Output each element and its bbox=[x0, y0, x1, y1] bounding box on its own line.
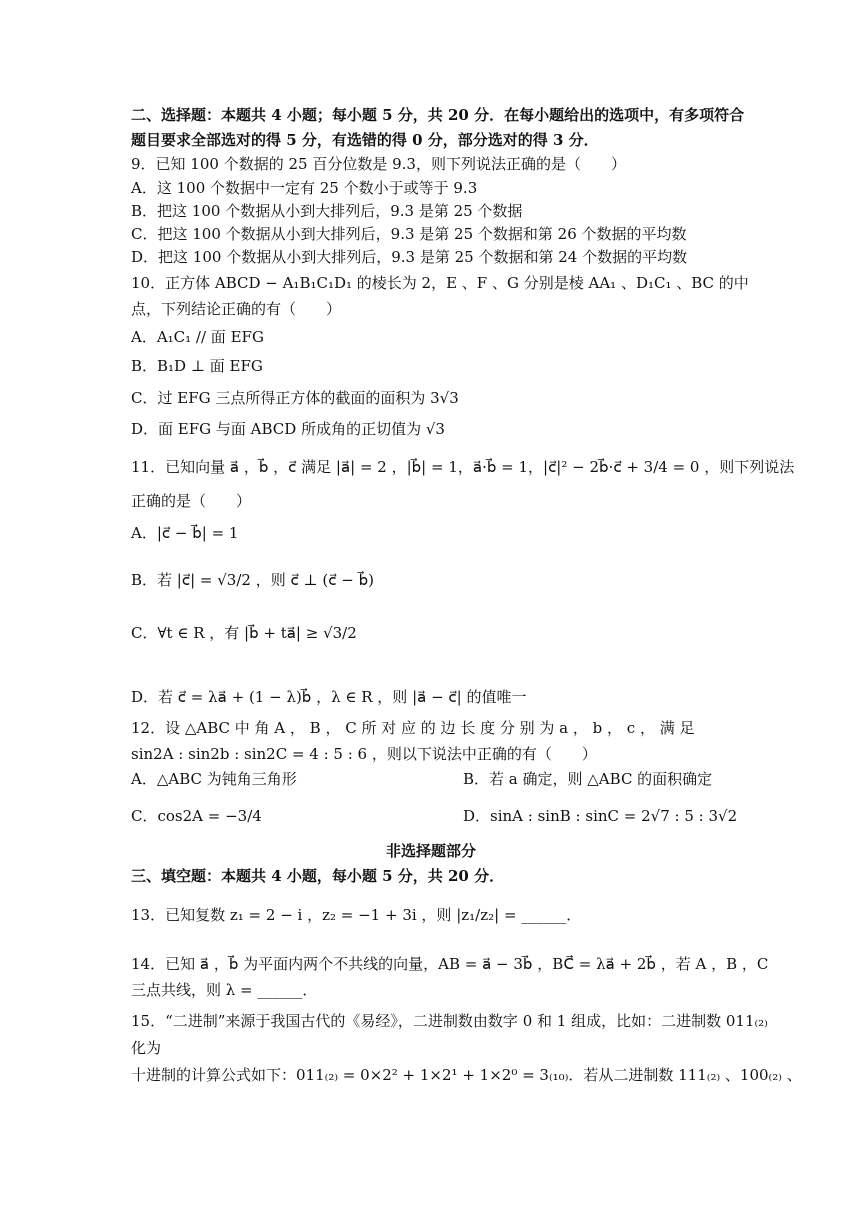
q10-option-c: C．过 EFG 三点所得正方体的截面的面积为 3√3 bbox=[131, 389, 459, 407]
q10-stem-line2: 点，下列结论正确的有（ ） bbox=[131, 300, 342, 318]
nonchoice-heading: 非选择题部分 bbox=[385, 842, 476, 860]
q9-option-c: C．把这 100 个数据从小到大排列后，9.3 是第 25 个数据和第 26 个数据的平均数 bbox=[131, 225, 687, 243]
q12-option-c: C．cos2A = −3/4 bbox=[131, 807, 262, 825]
q14-line1: 14．已知 a⃗ ，b⃗ 为平面内两个不共线的向量，AB = a⃗ − 3b⃗ ，BC⃗ = λa⃗ + 2b⃗ ，若 A ，B ，C bbox=[131, 955, 769, 973]
q11-option-c: C．∀t ∈ R ，有 |b⃗ + ta⃗| ≥ √3/2 bbox=[131, 624, 357, 642]
q12-option-b: B．若 a 确定，则 △ABC 的面积确定 bbox=[463, 770, 713, 788]
q15-line2: 化为 bbox=[131, 1039, 162, 1057]
q10-option-a: A．A₁C₁ // 面 EFG bbox=[131, 328, 264, 346]
q13-text: 13．已知复数 z₁ = 2 − i ，z₂ = −1 + 3i ，则 |z₁/z₂| = ______． bbox=[131, 906, 582, 924]
section2-header-line2: 题目要求全部选对的得 5 分，有选错的得 0 分，部分选对的得 3 分． bbox=[131, 131, 599, 149]
q9-stem: 9．已知 100 个数据的 25 百分位数是 9.3，则下列说法正确的是（ ） bbox=[131, 155, 626, 173]
q12-stem-line1: 12．设 △ABC 中 角 A ， B ， C 所 对 应 的 边 长 度 分 别 为 a ， b ， c ， 满 足 bbox=[131, 719, 695, 737]
q12-stem-line2: sin2A : sin2b : sin2C = 4 : 5 : 6 ，则以下说法中正确的有（ ） bbox=[131, 745, 597, 763]
q14-line2: 三点共线，则 λ = ______． bbox=[131, 981, 318, 999]
q11-stem-line2: 正确的是（ ） bbox=[131, 492, 252, 510]
q9-option-d: D．把这 100 个数据从小到大排列后，9.3 是第 25 个数据和第 24 个数据的平均数 bbox=[131, 248, 688, 266]
section2-header-line1: 二、选择题：本题共 4 小题；每小题 5 分，共 20 分．在每小题给出的选项中，有多项符合 bbox=[131, 106, 745, 124]
q11-option-b: B．若 |c⃗| = √3/2 ，则 c⃗ ⊥ (c⃗ − b⃗) bbox=[131, 571, 374, 589]
q15-line3: 十进制的计算公式如下：011₍₂₎ = 0×2² + 1×2¹ + 1×2⁰ = 3₍₁₀₎．若从二进制数 111₍₂₎ 、100₍₂₎ 、 bbox=[131, 1066, 802, 1084]
section3-header: 三、填空题：本题共 4 小题，每小题 5 分，共 20 分． bbox=[131, 867, 505, 885]
q11-option-a: A．|c⃗ − b⃗| = 1 bbox=[131, 524, 239, 542]
q10-option-d: D．面 EFG 与面 ABCD 所成角的正切值为 √3 bbox=[131, 420, 445, 438]
q9-option-b: B．把这 100 个数据从小到大排列后，9.3 是第 25 个数据 bbox=[131, 202, 523, 220]
q15-line1: 15．“二进制”来源于我国古代的《易经》，二进制数由数字 0 和 1 组成，比如：二进制数 011₍₂₎ bbox=[131, 1012, 768, 1030]
q11-option-d: D．若 c⃗ = λa⃗ + (1 − λ)b⃗ ，λ ∈ R ，则 |a⃗ − c⃗| 的值唯一 bbox=[131, 688, 527, 706]
q11-stem-line1: 11．已知向量 a⃗ ，b⃗ ，c⃗ 满足 |a⃗| = 2 ，|b⃗| = 1，a⃗·b⃗ = 1，|c⃗|² − 2b⃗·c⃗ + 3/4 = 0 ，则下列说法 bbox=[131, 458, 795, 476]
q12-option-d: D．sinA : sinB : sinC = 2√7 : 5 : 3√2 bbox=[463, 807, 738, 825]
q9-option-a: A．这 100 个数据中一定有 25 个数小于或等于 9.3 bbox=[131, 179, 478, 197]
q12-option-a: A．△ABC 为钝角三角形 bbox=[131, 770, 297, 788]
q10-stem-line1: 10．正方体 ABCD − A₁B₁C₁D₁ 的棱长为 2，E 、F 、G 分别是棱 AA₁ 、D₁C₁ 、BC 的中 bbox=[131, 274, 749, 292]
q10-option-b: B．B₁D ⊥ 面 EFG bbox=[131, 357, 263, 375]
